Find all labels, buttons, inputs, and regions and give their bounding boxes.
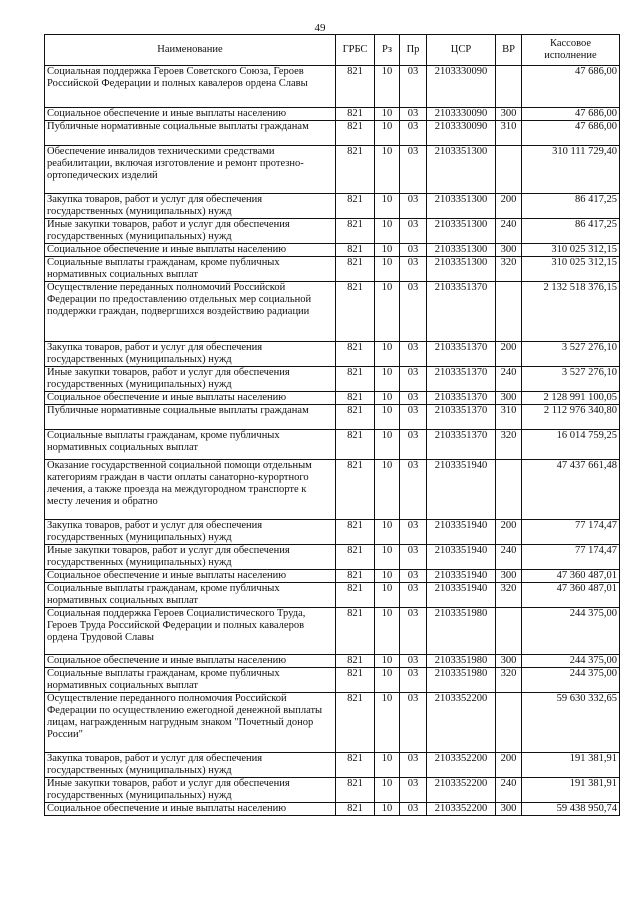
row-rz-cell: 10 (375, 342, 400, 367)
row-name-cell: Осуществление переданного полномочия Российской Федерации по осуществлению ежегодной денежной выплаты лицам, награжденным нагрудным знаком "Почетный донор России" (45, 693, 336, 753)
table-row (45, 405, 620, 430)
row-csr-cell: 2103352200 (427, 693, 496, 753)
header-csr: ЦСР (427, 35, 496, 66)
row-grbs-cell: 821 (336, 583, 375, 608)
row-grbs-cell: 821 (336, 668, 375, 693)
row-csr-cell: 2103351370 (427, 430, 496, 460)
row-vr-cell: 310 (496, 405, 522, 430)
row-pr-cell: 03 (400, 342, 427, 367)
row-amount-cell: 310 025 312,15 (522, 244, 620, 257)
row-rz-cell: 10 (375, 405, 400, 430)
table-row (45, 570, 620, 583)
row-vr-cell: 200 (496, 194, 522, 219)
row-grbs-cell: 821 (336, 753, 375, 778)
row-csr-cell: 2103351940 (427, 570, 496, 583)
row-pr-cell: 03 (400, 405, 427, 430)
row-pr-cell: 03 (400, 655, 427, 668)
table-row (45, 778, 620, 803)
row-csr-cell: 2103351300 (427, 257, 496, 282)
row-csr-cell: 2103330090 (427, 121, 496, 146)
row-pr-cell: 03 (400, 282, 427, 342)
row-pr-cell: 03 (400, 545, 427, 570)
row-pr-cell: 03 (400, 257, 427, 282)
row-amount-cell: 3 527 276,10 (522, 342, 620, 367)
table-row (45, 520, 620, 545)
row-name-cell: Социальное обеспечение и иные выплаты населению (45, 570, 336, 583)
row-grbs-cell: 821 (336, 244, 375, 257)
row-pr-cell: 03 (400, 668, 427, 693)
row-name-cell: Социальное обеспечение и иные выплаты населению (45, 803, 336, 816)
row-name-cell: Социальное обеспечение и иные выплаты населению (45, 244, 336, 257)
table-row (45, 194, 620, 219)
row-rz-cell: 10 (375, 570, 400, 583)
row-grbs-cell: 821 (336, 367, 375, 392)
row-amount-cell: 16 014 759,25 (522, 430, 620, 460)
row-amount-cell: 47 686,00 (522, 121, 620, 146)
row-amount-cell: 2 132 518 376,15 (522, 282, 620, 342)
row-grbs-cell: 821 (336, 194, 375, 219)
row-pr-cell: 03 (400, 219, 427, 244)
row-amount-cell: 77 174,47 (522, 545, 620, 570)
row-vr-cell: 240 (496, 545, 522, 570)
table-row (45, 608, 620, 655)
row-rz-cell: 10 (375, 655, 400, 668)
row-rz-cell: 10 (375, 392, 400, 405)
row-amount-cell: 191 381,91 (522, 753, 620, 778)
row-name-cell: Публичные нормативные социальные выплаты гражданам (45, 121, 336, 146)
table-row (45, 146, 620, 194)
row-vr-cell: 300 (496, 244, 522, 257)
header-amount: Кассовое исполнение (522, 35, 620, 66)
row-rz-cell: 10 (375, 367, 400, 392)
row-amount-cell: 3 527 276,10 (522, 367, 620, 392)
row-amount-cell: 244 375,00 (522, 668, 620, 693)
row-rz-cell: 10 (375, 803, 400, 816)
header-pr: Пр (400, 35, 427, 66)
row-name-cell: Социальные выплаты гражданам, кроме публичных нормативных социальных выплат (45, 430, 336, 460)
row-pr-cell: 03 (400, 244, 427, 257)
row-name-cell: Обеспечение инвалидов техническими средствами реабилитации, включая изготовление и ремонт протезно-ортопедических изделий (45, 146, 336, 194)
row-pr-cell: 03 (400, 194, 427, 219)
table-row (45, 655, 620, 668)
row-vr-cell: 240 (496, 367, 522, 392)
row-rz-cell: 10 (375, 108, 400, 121)
row-csr-cell: 2103352200 (427, 803, 496, 816)
row-pr-cell: 03 (400, 583, 427, 608)
row-amount-cell: 47 437 661,48 (522, 460, 620, 520)
row-amount-cell: 2 112 976 340,80 (522, 405, 620, 430)
row-amount-cell: 86 417,25 (522, 194, 620, 219)
row-name-cell: Закупка товаров, работ и услуг для обеспечения государственных (муниципальных) нужд (45, 194, 336, 219)
row-csr-cell: 2103351370 (427, 392, 496, 405)
row-amount-cell: 77 174,47 (522, 520, 620, 545)
row-csr-cell: 2103351980 (427, 655, 496, 668)
row-amount-cell: 191 381,91 (522, 778, 620, 803)
row-vr-cell (496, 146, 522, 194)
row-name-cell: Социальное обеспечение и иные выплаты населению (45, 108, 336, 121)
row-grbs-cell: 821 (336, 545, 375, 570)
row-csr-cell: 2103351370 (427, 405, 496, 430)
row-csr-cell: 2103330090 (427, 108, 496, 121)
row-grbs-cell: 821 (336, 257, 375, 282)
row-rz-cell: 10 (375, 545, 400, 570)
row-grbs-cell: 821 (336, 342, 375, 367)
row-csr-cell: 2103352200 (427, 778, 496, 803)
row-csr-cell: 2103351300 (427, 219, 496, 244)
header-vr: ВР (496, 35, 522, 66)
row-rz-cell: 10 (375, 146, 400, 194)
row-grbs-cell: 821 (336, 430, 375, 460)
row-vr-cell (496, 608, 522, 655)
row-pr-cell: 03 (400, 430, 427, 460)
row-rz-cell: 10 (375, 430, 400, 460)
table-row (45, 545, 620, 570)
row-vr-cell: 300 (496, 570, 522, 583)
row-vr-cell: 320 (496, 583, 522, 608)
header-rz: Рз (375, 35, 400, 66)
row-vr-cell: 310 (496, 121, 522, 146)
row-pr-cell: 03 (400, 392, 427, 405)
row-grbs-cell: 821 (336, 121, 375, 146)
table-row (45, 121, 620, 146)
row-pr-cell: 03 (400, 108, 427, 121)
row-vr-cell: 200 (496, 520, 522, 545)
row-pr-cell: 03 (400, 778, 427, 803)
row-pr-cell: 03 (400, 146, 427, 194)
row-vr-cell: 320 (496, 430, 522, 460)
row-grbs-cell: 821 (336, 778, 375, 803)
row-rz-cell: 10 (375, 194, 400, 219)
row-vr-cell: 320 (496, 257, 522, 282)
row-rz-cell: 10 (375, 778, 400, 803)
table-row (45, 66, 620, 108)
row-vr-cell (496, 282, 522, 342)
table-row (45, 753, 620, 778)
row-amount-cell: 47 686,00 (522, 66, 620, 108)
row-grbs-cell: 821 (336, 219, 375, 244)
table-row (45, 282, 620, 342)
page-number: 49 (314, 22, 326, 34)
table-row (45, 803, 620, 816)
table-row (45, 108, 620, 121)
row-amount-cell: 47 360 487,01 (522, 583, 620, 608)
row-amount-cell: 59 630 332,65 (522, 693, 620, 753)
row-pr-cell: 03 (400, 367, 427, 392)
row-csr-cell: 2103352200 (427, 753, 496, 778)
row-name-cell: Публичные нормативные социальные выплаты гражданам (45, 405, 336, 430)
header-name: Наименование (45, 35, 336, 66)
row-rz-cell: 10 (375, 693, 400, 753)
row-rz-cell: 10 (375, 282, 400, 342)
row-rz-cell: 10 (375, 668, 400, 693)
row-csr-cell: 2103351940 (427, 583, 496, 608)
row-grbs-cell: 821 (336, 405, 375, 430)
row-name-cell: Иные закупки товаров, работ и услуг для обеспечения государственных (муниципальных) нужд (45, 545, 336, 570)
row-rz-cell: 10 (375, 753, 400, 778)
row-pr-cell: 03 (400, 66, 427, 108)
row-grbs-cell: 821 (336, 66, 375, 108)
row-pr-cell: 03 (400, 570, 427, 583)
row-vr-cell: 300 (496, 392, 522, 405)
row-vr-cell (496, 460, 522, 520)
table-row (45, 244, 620, 257)
row-pr-cell: 03 (400, 460, 427, 520)
row-pr-cell: 03 (400, 753, 427, 778)
row-grbs-cell: 821 (336, 693, 375, 753)
row-vr-cell: 300 (496, 803, 522, 816)
row-amount-cell: 244 375,00 (522, 608, 620, 655)
row-csr-cell: 2103351300 (427, 146, 496, 194)
row-amount-cell: 47 360 487,01 (522, 570, 620, 583)
row-rz-cell: 10 (375, 583, 400, 608)
row-pr-cell: 03 (400, 121, 427, 146)
row-name-cell: Оказание государственной социальной помощи отдельным категориям граждан в части оплаты санаторно-курортного лечения, а также проезда на междугородном транспорте к месту лечения и обратно (45, 460, 336, 520)
row-grbs-cell: 821 (336, 146, 375, 194)
row-rz-cell: 10 (375, 257, 400, 282)
row-amount-cell: 59 438 950,74 (522, 803, 620, 816)
table-row (45, 460, 620, 520)
row-pr-cell: 03 (400, 693, 427, 753)
row-amount-cell: 86 417,25 (522, 219, 620, 244)
row-csr-cell: 2103330090 (427, 66, 496, 108)
row-vr-cell: 320 (496, 668, 522, 693)
row-amount-cell: 310 025 312,15 (522, 257, 620, 282)
row-name-cell: Социальные выплаты гражданам, кроме публичных нормативных социальных выплат (45, 668, 336, 693)
row-amount-cell: 47 686,00 (522, 108, 620, 121)
row-name-cell: Закупка товаров, работ и услуг для обеспечения государственных (муниципальных) нужд (45, 753, 336, 778)
row-name-cell: Социальное обеспечение и иные выплаты населению (45, 392, 336, 405)
row-pr-cell: 03 (400, 520, 427, 545)
row-name-cell: Иные закупки товаров, работ и услуг для обеспечения государственных (муниципальных) нужд (45, 778, 336, 803)
row-csr-cell: 2103351980 (427, 668, 496, 693)
row-csr-cell: 2103351370 (427, 282, 496, 342)
row-name-cell: Социальное обеспечение и иные выплаты населению (45, 655, 336, 668)
row-csr-cell: 2103351300 (427, 244, 496, 257)
row-rz-cell: 10 (375, 520, 400, 545)
row-name-cell: Социальная поддержка Героев Социалистического Труда, Героев Труда Российской Федерации и полных кавалеров ордена Трудовой Славы (45, 608, 336, 655)
row-grbs-cell: 821 (336, 282, 375, 342)
row-name-cell: Закупка товаров, работ и услуг для обеспечения государственных (муниципальных) нужд (45, 520, 336, 545)
row-name-cell: Осуществление переданных полномочий Российской Федерации по предоставлению отдельных мер социальной поддержки граждан, подвергшихся воздействию радиации (45, 282, 336, 342)
row-name-cell: Социальная поддержка Героев Советского Союза, Героев Российской Федерации и полных кавалеров ордена Славы (45, 66, 336, 108)
budget-execution-table (44, 34, 620, 816)
row-grbs-cell: 821 (336, 392, 375, 405)
table-row (45, 693, 620, 753)
row-name-cell: Иные закупки товаров, работ и услуг для обеспечения государственных (муниципальных) нужд (45, 367, 336, 392)
row-pr-cell: 03 (400, 803, 427, 816)
row-csr-cell: 2103351300 (427, 194, 496, 219)
row-csr-cell: 2103351370 (427, 342, 496, 367)
row-rz-cell: 10 (375, 66, 400, 108)
row-name-cell: Иные закупки товаров, работ и услуг для обеспечения государственных (муниципальных) нужд (45, 219, 336, 244)
row-csr-cell: 2103351940 (427, 520, 496, 545)
row-amount-cell: 2 128 991 100,05 (522, 392, 620, 405)
row-csr-cell: 2103351940 (427, 545, 496, 570)
row-grbs-cell: 821 (336, 520, 375, 545)
table-row (45, 367, 620, 392)
row-grbs-cell: 821 (336, 570, 375, 583)
row-csr-cell: 2103351370 (427, 367, 496, 392)
row-rz-cell: 10 (375, 244, 400, 257)
row-csr-cell: 2103351940 (427, 460, 496, 520)
row-rz-cell: 10 (375, 608, 400, 655)
row-grbs-cell: 821 (336, 108, 375, 121)
row-vr-cell: 300 (496, 108, 522, 121)
row-vr-cell (496, 693, 522, 753)
row-name-cell: Социальные выплаты гражданам, кроме публичных нормативных социальных выплат (45, 257, 336, 282)
table-row (45, 668, 620, 693)
row-amount-cell: 310 111 729,40 (522, 146, 620, 194)
row-name-cell: Социальные выплаты гражданам, кроме публичных нормативных социальных выплат (45, 583, 336, 608)
row-grbs-cell: 821 (336, 803, 375, 816)
row-vr-cell: 240 (496, 778, 522, 803)
row-grbs-cell: 821 (336, 655, 375, 668)
row-vr-cell: 200 (496, 753, 522, 778)
table-row (45, 430, 620, 460)
row-vr-cell: 300 (496, 655, 522, 668)
row-vr-cell: 200 (496, 342, 522, 367)
row-grbs-cell: 821 (336, 460, 375, 520)
row-pr-cell: 03 (400, 608, 427, 655)
table-header-row (45, 35, 620, 66)
row-rz-cell: 10 (375, 121, 400, 146)
table-row (45, 392, 620, 405)
table-row (45, 219, 620, 244)
row-vr-cell: 240 (496, 219, 522, 244)
row-vr-cell (496, 66, 522, 108)
row-name-cell: Закупка товаров, работ и услуг для обеспечения государственных (муниципальных) нужд (45, 342, 336, 367)
table-row (45, 342, 620, 367)
table-row (45, 583, 620, 608)
row-grbs-cell: 821 (336, 608, 375, 655)
row-csr-cell: 2103351980 (427, 608, 496, 655)
row-rz-cell: 10 (375, 219, 400, 244)
row-rz-cell: 10 (375, 460, 400, 520)
header-grbs: ГРБС (336, 35, 375, 66)
row-amount-cell: 244 375,00 (522, 655, 620, 668)
table-row (45, 257, 620, 282)
